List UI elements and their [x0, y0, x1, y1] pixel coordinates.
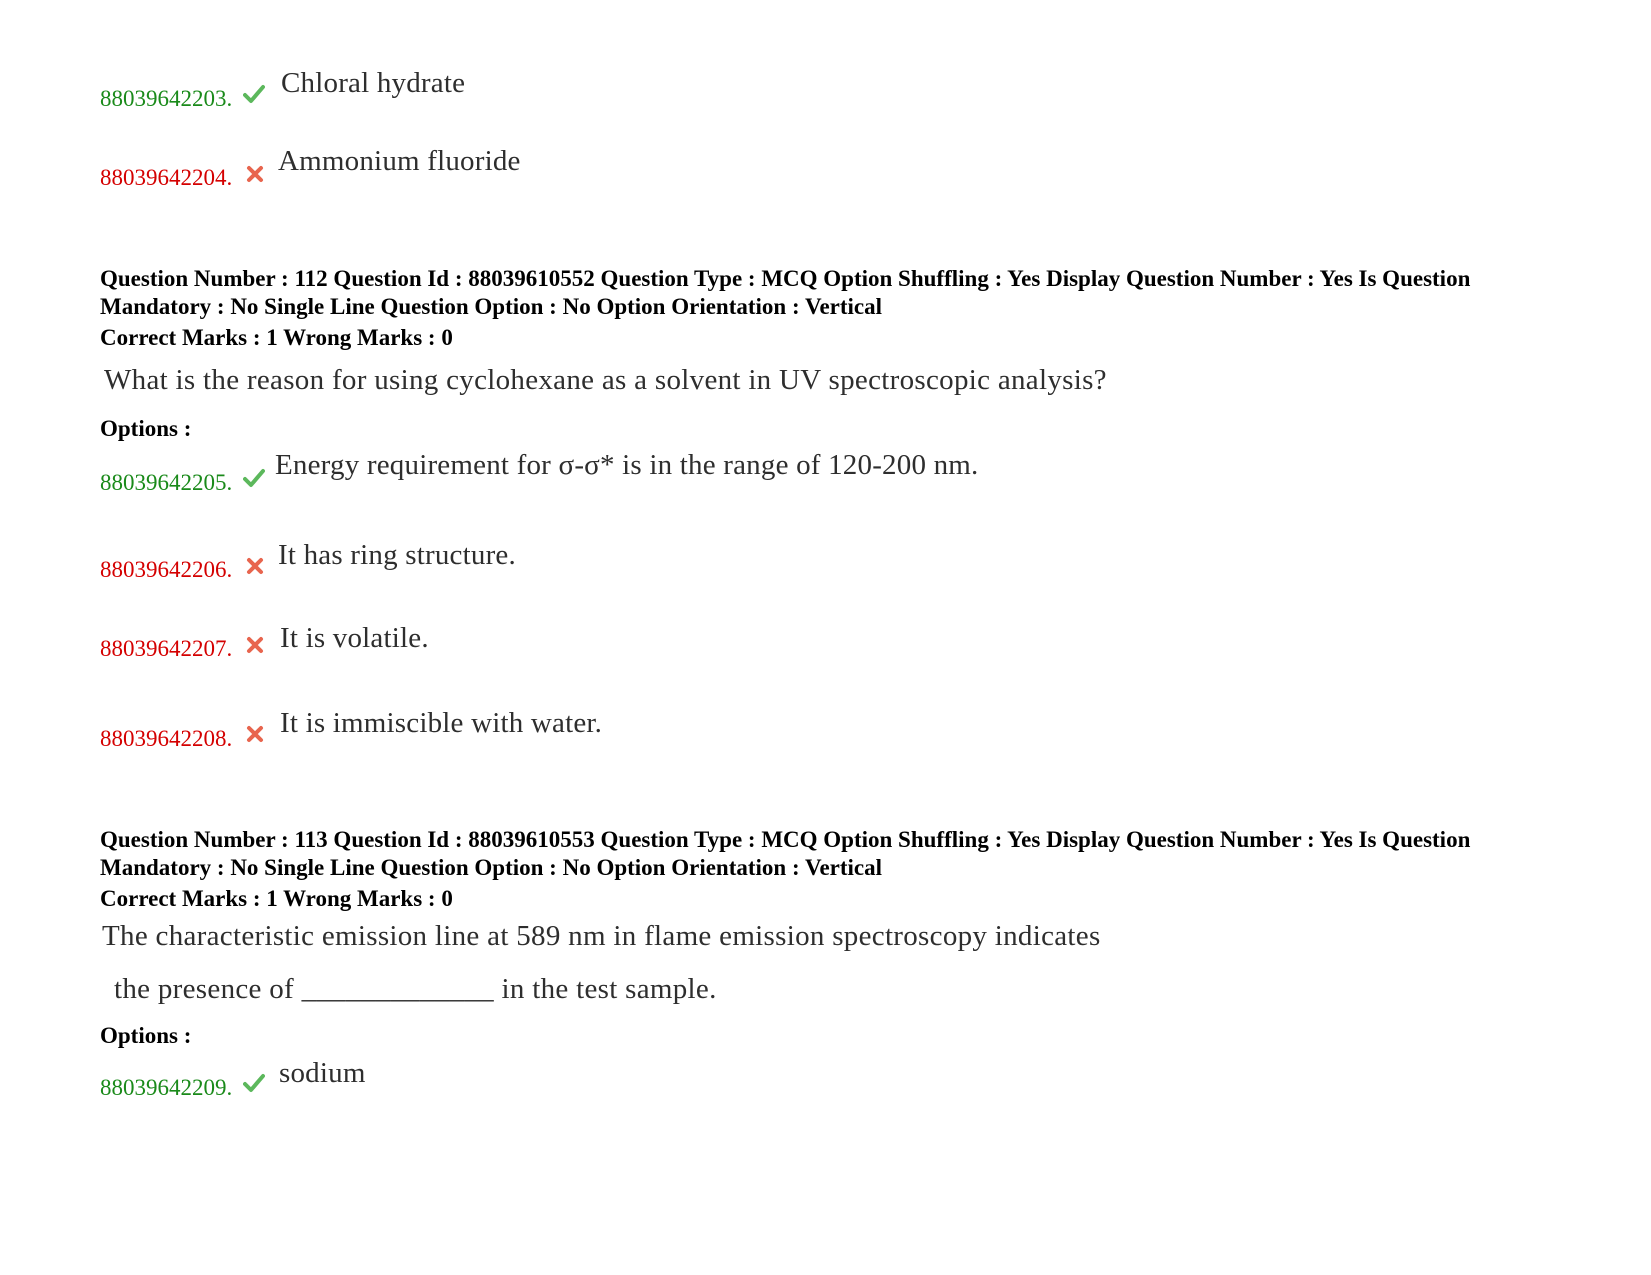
option-text: Chloral hydrate: [281, 67, 466, 99]
question-text-line-1: The characteristic emission line at 589 nm in flame emission spectroscopy indicates: [102, 920, 1101, 952]
options-label: Options :: [100, 416, 192, 441]
option-id: 88039642207.: [100, 636, 233, 661]
option-id: 88039642208.: [100, 726, 233, 751]
option-id: 88039642204.: [100, 165, 233, 190]
check-icon: [243, 83, 265, 105]
cross-icon: [244, 163, 266, 185]
check-icon: [243, 1072, 265, 1094]
options-label: Options :: [100, 1023, 192, 1048]
option-text: It is immiscible with water.: [280, 707, 603, 739]
check-icon: [243, 467, 265, 489]
option-id: 88039642203.: [100, 86, 233, 111]
option-text: Energy requirement for σ-σ* is in the range of 120-200 nm.: [275, 449, 979, 481]
question-meta: Question Number : 113 Question Id : 88039610553 Question Type : MCQ Option Shuffling : Yes Display Question Number : Yes Is Question Mandatory : No Single Line Question Option : No Option Orientation : Vertical: [100, 827, 1471, 880]
cross-icon: [244, 634, 266, 656]
question-meta: Question Number : 112 Question Id : 88039610552 Question Type : MCQ Option Shuffling : Yes Display Question Number : Yes Is Question Mandatory : No Single Line Question Option : No Option Orientation : Vertical: [100, 266, 1471, 319]
option-text: It is volatile.: [280, 622, 429, 654]
question-text: What is the reason for using cyclohexane as a solvent in UV spectroscopic analysis?: [104, 364, 1107, 396]
option-id: 88039642205.: [100, 470, 233, 495]
cross-icon: [244, 555, 266, 577]
question-text-line-2: the presence of _____________ in the test sample.: [114, 973, 717, 1005]
option-text: sodium: [279, 1057, 366, 1089]
option-text: Ammonium fluoride: [278, 145, 521, 177]
question-marks: Correct Marks : 1 Wrong Marks : 0: [100, 886, 453, 911]
option-id: 88039642206.: [100, 557, 233, 582]
question-marks: Correct Marks : 1 Wrong Marks : 0: [100, 325, 453, 350]
option-text: It has ring structure.: [278, 539, 516, 571]
option-id: 88039642209.: [100, 1075, 233, 1100]
cross-icon: [244, 723, 266, 745]
